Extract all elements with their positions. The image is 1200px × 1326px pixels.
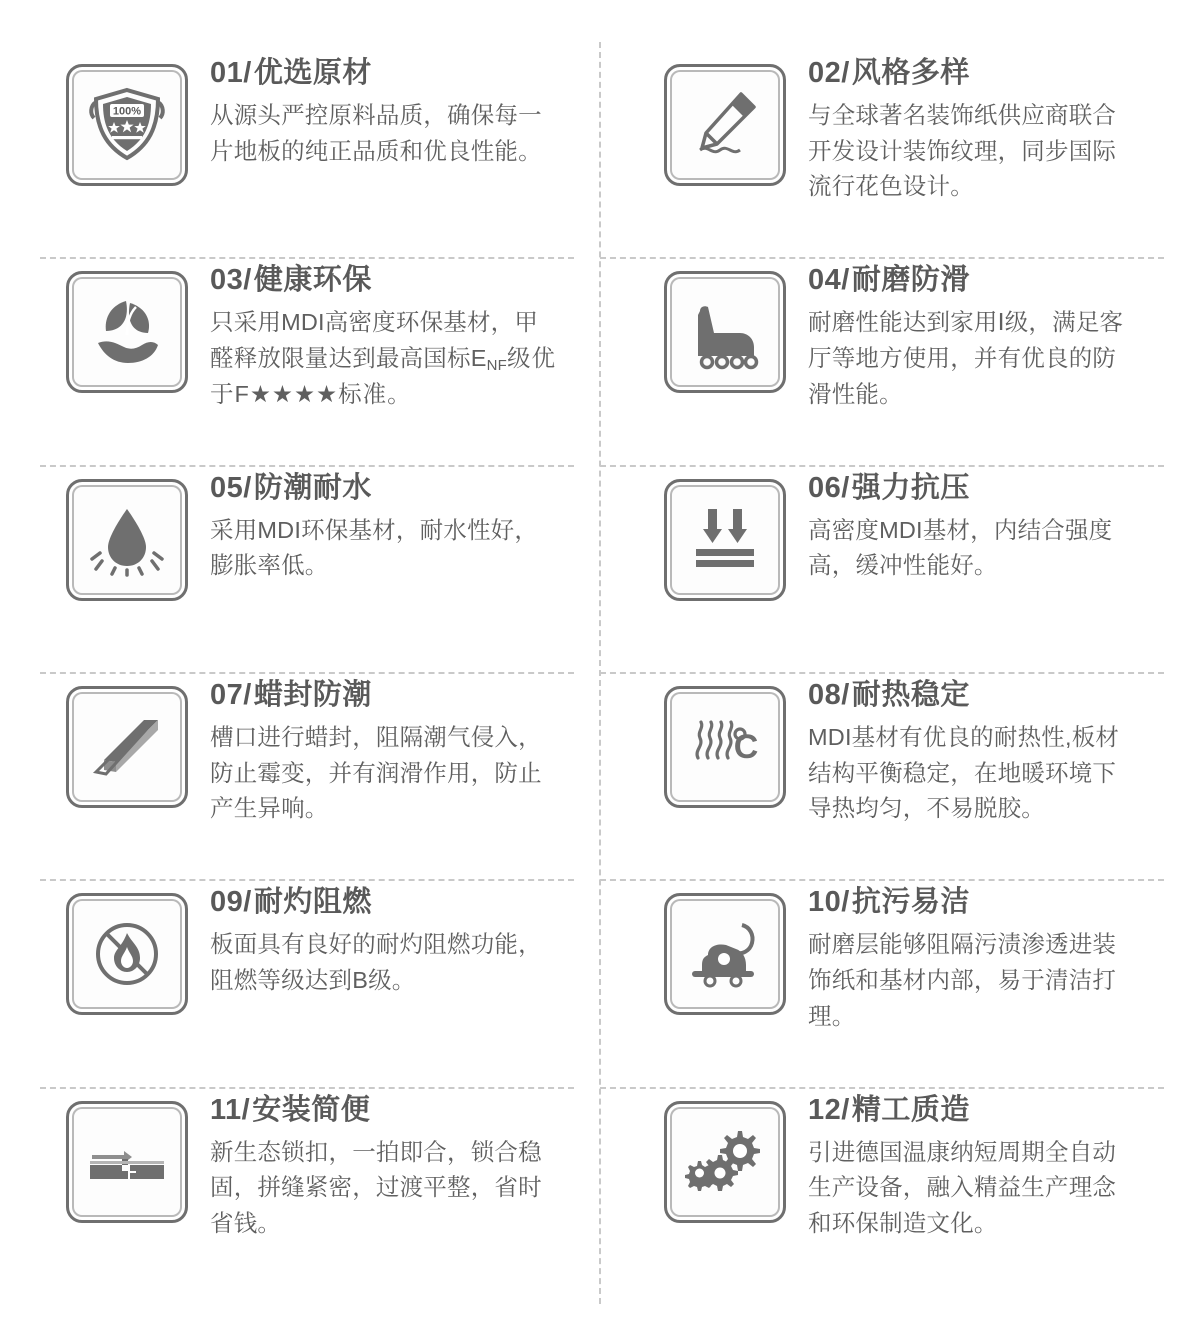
- feature-heading-07: 蜡封防潮: [253, 678, 372, 711]
- feature-title-06: [808, 473, 1134, 505]
- feature-title-07: [210, 680, 558, 712]
- feature-card-02: [600, 52, 1134, 259]
- feature-desc-05: 采用MDI环保基材，耐水性好，膨胀率低。: [210, 516, 539, 579]
- feature-desc-11: 新生态锁扣，一拍即合，锁合稳固，拼缝紧密，过渡平整，省时省钱。: [210, 1138, 542, 1236]
- click-lock-joint-icon: [86, 1121, 168, 1203]
- feature-title-12: [808, 1095, 1134, 1127]
- feature-card-10: [600, 881, 1134, 1088]
- feature-text-09: [210, 887, 558, 998]
- feature-text-04: [808, 265, 1134, 412]
- feature-title-02: [808, 58, 1134, 90]
- downward-pressure-arrows-icon: [684, 499, 766, 581]
- icon-frame-07: [66, 686, 188, 808]
- pencil-icon: [684, 84, 766, 166]
- feature-text-02: [808, 58, 1134, 205]
- feature-title-08: [808, 680, 1134, 712]
- heat-celsius-icon: [684, 706, 766, 788]
- feature-text-10: [808, 887, 1134, 1034]
- feature-heading-06: 强力抗压: [851, 471, 970, 504]
- feature-number-10: 10/: [808, 886, 850, 919]
- feature-heading-01: 优选原材: [253, 57, 372, 89]
- feature-heading-10: 抗污易洁: [851, 886, 970, 919]
- svg-text:100%: 100%: [112, 105, 142, 118]
- no-fire-icon: [86, 913, 168, 995]
- feature-card-07: [66, 674, 600, 881]
- feature-text-07: [210, 680, 558, 827]
- icon-frame-02: [664, 64, 786, 186]
- feature-title-10: [808, 887, 1134, 919]
- feature-card-11: [66, 1089, 600, 1296]
- feature-number-07: 07/: [210, 678, 252, 711]
- feature-heading-02: 风格多样: [851, 57, 970, 89]
- feature-number-02: 02/: [808, 57, 850, 89]
- icon-frame-10: [664, 893, 786, 1015]
- icon-frame-04: [664, 271, 786, 393]
- feature-desc-04: 耐磨性能达到家用Ⅰ级，满足客厅等地方使用，并有优良的防滑性能。: [808, 309, 1124, 407]
- feature-number-01: 01/: [210, 57, 252, 89]
- feature-desc-06: 高密度MDI基材，内结合强度高，缓冲性能好。: [808, 516, 1113, 579]
- feature-heading-05: 防潮耐水: [253, 471, 372, 504]
- feature-card-04: [600, 259, 1134, 466]
- icon-frame-01: [66, 64, 188, 186]
- vacuum-cleaner-icon: [684, 913, 766, 995]
- feature-text-12: [808, 1095, 1134, 1242]
- feature-desc-01: 从源头严控原料品质，确保每一片地板的纯正品质和优良性能。: [210, 101, 542, 164]
- feature-desc-12: 引进德国温康纳短周期全自动生产设备，融入精益生产理念和环保制造文化。: [808, 1138, 1117, 1236]
- feature-card-05: [66, 467, 600, 674]
- feature-desc-03-part2: 级优于F★★★★标准。: [210, 344, 556, 407]
- feature-title-03: [210, 265, 558, 297]
- feature-number-12: 12/: [808, 1093, 850, 1126]
- feature-desc-10: 耐磨层能够阻隔污渍渗透进装饰纸和基材内部，易于清洁打理。: [808, 931, 1117, 1029]
- icon-frame-06: [664, 479, 786, 601]
- svg-text:C: C: [733, 727, 759, 766]
- feature-title-09: [210, 887, 558, 919]
- feature-heading-03: 健康环保: [253, 264, 372, 297]
- feature-number-08: 08/: [808, 678, 850, 711]
- shield-100-percent-icon: [86, 84, 168, 166]
- feature-number-06: 06/: [808, 471, 850, 504]
- feature-desc-02: 与全球著名装饰纸供应商联合开发设计装饰纹理，同步国际流行花色设计。: [808, 101, 1117, 200]
- feature-card-09: [66, 881, 600, 1088]
- feature-card-03: [66, 259, 600, 466]
- feature-number-04: 04/: [808, 264, 850, 297]
- icon-frame-12: [664, 1101, 786, 1223]
- feature-text-11: [210, 1095, 558, 1242]
- feature-number-03: 03/: [210, 264, 252, 297]
- feature-number-11: 11/: [210, 1093, 251, 1126]
- feature-title-11: [210, 1095, 558, 1127]
- floor-plank-icon: [86, 706, 168, 788]
- feature-title-05: [210, 473, 558, 505]
- feature-heading-04: 耐磨防滑: [851, 264, 970, 297]
- feature-heading-11: 安装简便: [252, 1093, 371, 1126]
- feature-heading-08: 耐热稳定: [851, 678, 970, 711]
- feature-text-03: [210, 265, 558, 412]
- roller-skate-icon: [684, 291, 766, 373]
- feature-text-05: [210, 473, 558, 584]
- feature-title-04: [808, 265, 1134, 297]
- gears-icon: [684, 1121, 766, 1203]
- feature-number-09: 09/: [210, 886, 252, 919]
- feature-card-08: [600, 674, 1134, 881]
- feature-desc-03: [210, 305, 558, 412]
- icon-frame-05: [66, 479, 188, 601]
- feature-desc-03-subscript: NF: [486, 356, 507, 374]
- icon-frame-03: [66, 271, 188, 393]
- feature-desc-03-part1: 只采用MDI高密度环保基材，甲醛释放限量达到最高国标E: [210, 309, 539, 371]
- icon-frame-11: [66, 1101, 188, 1223]
- icon-frame-09: [66, 893, 188, 1015]
- feature-desc-08: MDI基材有优良的耐热性,板材结构平衡稳定，在地暖环境下导热均匀，不易脱胶。: [808, 723, 1120, 822]
- feature-number-05: 05/: [210, 471, 252, 504]
- feature-text-01: [210, 58, 558, 169]
- feature-text-06: [808, 473, 1134, 584]
- feature-card-06: [600, 467, 1134, 674]
- feature-heading-12: 精工质造: [851, 1093, 970, 1126]
- feature-text-08: [808, 680, 1134, 827]
- feature-card-12: [600, 1089, 1134, 1296]
- feature-desc-07: 槽口进行蜡封，阻隔潮气侵入，防止霉变，并有润滑作用，防止产生异响。: [210, 723, 542, 822]
- feature-desc-09: 板面具有良好的耐灼阻燃功能，阻燃等级达到B级。: [210, 931, 542, 993]
- leaf-in-hand-icon: [86, 291, 168, 373]
- feature-title-01: [210, 58, 558, 90]
- feature-heading-09: 耐灼阻燃: [253, 886, 372, 919]
- icon-frame-08: [664, 686, 786, 808]
- feature-card-01: [66, 52, 600, 259]
- water-drop-icon: [86, 499, 168, 581]
